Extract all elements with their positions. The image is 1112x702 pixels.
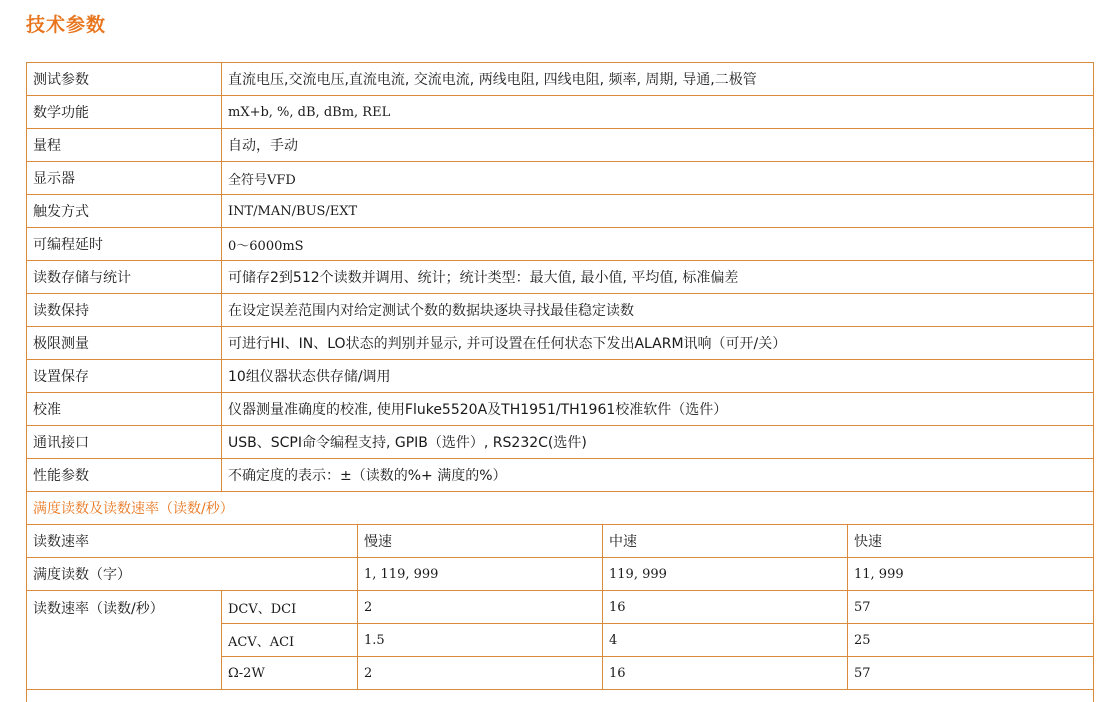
spec-row	[27, 327, 1094, 360]
spec-label: 读数存储与统计	[27, 261, 222, 294]
spec-row	[27, 426, 1094, 459]
spec-row	[27, 162, 1094, 195]
spec-row	[27, 459, 1094, 492]
rate-row	[27, 591, 1094, 624]
spec-label: 通讯接口	[27, 426, 222, 459]
spec-row	[27, 129, 1094, 162]
spec-value: 可进行HI、IN、LO状态的判别并显示, 并可设置在任何状态下发出ALARM讯响（可开/关）	[222, 327, 1094, 360]
rate-medium: 16	[603, 591, 848, 624]
rate-func: Ω-2W	[222, 657, 358, 690]
spec-label: 可编程延时	[27, 228, 222, 261]
spec-row	[27, 360, 1094, 393]
spec-label: 量程	[27, 129, 222, 162]
spec-label: 数学功能	[27, 96, 222, 129]
full-scale-slow: 1, 119, 999	[358, 558, 603, 591]
spec-label: 极限测量	[27, 327, 222, 360]
spec-row	[27, 195, 1094, 228]
spec-value: 自动，手动	[222, 129, 1094, 162]
rate-fast: 57	[848, 591, 1094, 624]
spec-row	[27, 63, 1094, 96]
spec-label: 设置保存	[27, 360, 222, 393]
full-scale-fast: 11, 999	[848, 558, 1094, 591]
speed-section-heading-row	[27, 492, 1094, 525]
spec-label: 校准	[27, 393, 222, 426]
rate-label: 读数速率（读数/秒）	[27, 591, 222, 690]
speed-header-slow: 慢速	[358, 525, 603, 558]
rate-func: ACV、ACI	[222, 624, 358, 657]
speed-header-row	[27, 525, 1094, 558]
speed-header-medium: 中速	[603, 525, 848, 558]
rate-slow: 2	[358, 657, 603, 690]
spec-value: INT/MAN/BUS/EXT	[222, 195, 1094, 228]
spec-row	[27, 261, 1094, 294]
speed-section-heading: 满度读数及读数速率（读数/秒）	[27, 492, 1094, 525]
full-scale-medium: 119, 999	[603, 558, 848, 591]
rate-slow: 1.5	[358, 624, 603, 657]
spec-value: 仪器测量准确度的校准, 使用Fluke5520A及TH1951/TH1961校准软件（选件）	[222, 393, 1094, 426]
speed-header-label: 读数速率	[27, 525, 358, 558]
rate-fast: 57	[848, 657, 1094, 690]
speed-header-fast: 快速	[848, 525, 1094, 558]
spec-value: 全符号VFD	[222, 162, 1094, 195]
spec-value: mX+b, %, dB, dBm, REL	[222, 96, 1094, 129]
rate-medium: 4	[603, 624, 848, 657]
rate-medium: 16	[603, 657, 848, 690]
spec-row	[27, 393, 1094, 426]
full-scale-label: 满度读数（字）	[27, 558, 358, 591]
spec-value: 直流电压,交流电压,直流电流, 交流电流, 两线电阻, 四线电阻, 频率, 周期, 导通,二极管	[222, 63, 1094, 96]
rate-fast: 25	[848, 624, 1094, 657]
spec-value: USB、SCPI命令编程支持, GPIB（选件）, RS232C(选件)	[222, 426, 1094, 459]
spec-label: 性能参数	[27, 459, 222, 492]
spec-label: 触发方式	[27, 195, 222, 228]
spec-row	[27, 96, 1094, 129]
rate-func: DCV、DCI	[222, 591, 358, 624]
spec-value: 在设定误差范围内对给定测试个数的数据块逐块寻找最佳稳定读数	[222, 294, 1094, 327]
table-cutoff-cell	[27, 690, 1094, 702]
spec-label: 显示器	[27, 162, 222, 195]
spec-value: 可储存2到512个读数并调用、统计；统计类型：最大值, 最小值, 平均值, 标准偏差	[222, 261, 1094, 294]
spec-value: 0～6000mS	[222, 228, 1094, 261]
page-title: 技术参数	[26, 10, 106, 37]
spec-value: 10组仪器状态供存储/调用	[222, 360, 1094, 393]
spec-label: 测试参数	[27, 63, 222, 96]
full-scale-row	[27, 558, 1094, 591]
rate-slow: 2	[358, 591, 603, 624]
spec-value: 不确定度的表示：±（读数的%+ 满度的%）	[222, 459, 1094, 492]
spec-label: 读数保持	[27, 294, 222, 327]
table-cutoff-row	[27, 690, 1094, 702]
spec-table	[26, 62, 1094, 702]
spec-row	[27, 294, 1094, 327]
spec-row	[27, 228, 1094, 261]
